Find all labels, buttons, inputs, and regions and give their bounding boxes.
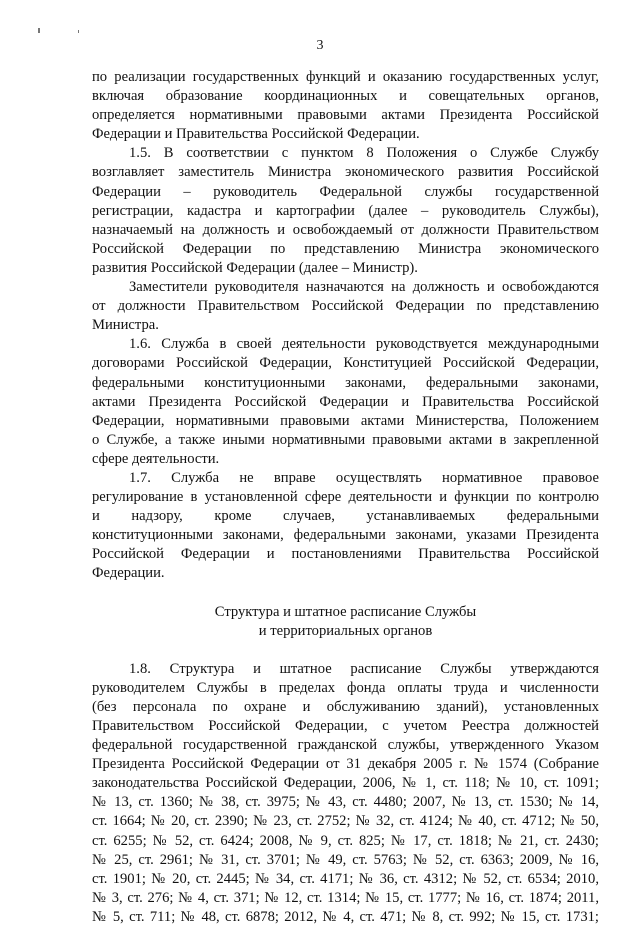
text-line: Федерации, нормативными правовыми актами Министерства, Положением: [92, 412, 599, 429]
text-line: Федерации.: [92, 565, 165, 582]
text-line: регистрации, кадастра и картографии (далее – руководитель Службы),: [92, 202, 599, 219]
text-line: (без персонала по охране и обслуживанию зданий), установленных: [92, 698, 599, 715]
text-line: о Службе, а также иными нормативными правовыми актами в закрепленной: [92, 431, 599, 448]
spacer: [92, 641, 599, 660]
paragraph-1-6: [92, 335, 599, 469]
text-line: федеральной государственной гражданской службы, утвержденного Указом: [92, 737, 599, 754]
text-line: 1.6. Служба в своей деятельности руководствуется международными: [129, 336, 599, 353]
document-body: [92, 68, 599, 927]
text-line: договорами Российской Федерации, Конституцией Российской Федерации,: [92, 355, 599, 372]
paragraph-1-7: [92, 469, 599, 584]
text-line: от должности Правительством Российской Федерации по представлению: [92, 298, 599, 315]
text-line: Министра.: [92, 317, 159, 334]
text-line: федеральными конституционными законами, федеральными законами,: [92, 374, 599, 391]
text-line: № 5, ст. 711; № 48, ст. 6878; 2012, № 4, ст. 471; № 8, ст. 992; № 15, ст. 1731;: [92, 908, 599, 925]
text-line: назначаемый на должность и освобождаемый от должности Правительством: [92, 221, 599, 238]
text-line: руководителем Службы в пределах фонда оплаты труда и численности: [92, 679, 599, 696]
text-line: Российской Федерации и постановлениями Правительства Российской: [92, 546, 599, 563]
text-line: конституционными законами, федеральными законами, указами Президента: [92, 527, 599, 544]
text-line: 1.5. В соответствии с пунктом 8 Положения о Службе Службу: [129, 145, 599, 162]
text-line: № 13, ст. 1360; № 38, ст. 3975; № 43, ст. 4480; 2007, № 13, ст. 1530; № 14,: [92, 794, 599, 811]
text-line: ст. 1664; № 20, ст. 2390; № 23, ст. 2752; № 32, ст. 4124; № 40, ст. 4712; № 50,: [92, 813, 599, 830]
text-line: включая образование координационных и совещательных органов,: [92, 88, 599, 105]
text-line: № 25, ст. 2961; № 31, ст. 3701; № 49, ст. 5763; № 52, ст. 6363; 2009, № 16,: [92, 851, 599, 868]
text-line: Заместители руководителя назначаются на должность и освобождаются: [129, 279, 599, 296]
text-line: 1.8. Структура и штатное расписание Службы утверждаются: [129, 660, 599, 677]
heading-line: Структура и штатное расписание Службы: [214, 603, 477, 620]
paragraph-1-5: [92, 144, 599, 278]
text-line: Правительством Российской Федерации, с учетом Реестра должностей: [92, 718, 599, 734]
paragraph-continuation: [92, 68, 599, 144]
text-line: ст. 6255; № 52, ст. 6424; 2008, № 9, ст. 825; № 17, ст. 1818; № 21, ст. 2430;: [92, 832, 599, 849]
text-line: Федерации и Правительства Российской Федерации.: [92, 126, 420, 143]
text-line: ст. 1901; № 20, ст. 2445; № 34, ст. 4171; № 36, ст. 4312; № 52, ст. 6534; 2010,: [92, 870, 599, 887]
text-line: и надзору, кроме случаев, устанавливаемых федеральными: [92, 508, 599, 525]
section-heading: [92, 603, 599, 641]
text-line: Президента Российской Федерации от 31 декабря 2005 г. № 1574 (Собрание: [92, 756, 599, 773]
text-line: регулирование в установленной сфере деятельности и функции по контролю: [92, 489, 599, 506]
text-line: Российской Федерации по представлению Министра экономического: [92, 240, 599, 257]
scan-artifact: [38, 28, 40, 33]
page-number: 3: [316, 38, 324, 53]
text-line: по реализации государственных функций и оказанию государственных услуг,: [92, 69, 599, 85]
text-line: Федерации – руководитель Федеральной службы государственной: [92, 183, 599, 200]
text-line: законодательства Российской Федерации, 2006, № 1, ст. 118; № 10, ст. 1091;: [92, 775, 599, 792]
text-line: 1.7. Служба не вправе осуществлять нормативное правовое: [129, 469, 599, 486]
text-line: определяется нормативными правовыми актами Президента Российской: [92, 107, 599, 124]
text-line: развития Российской Федерации (далее – Министр).: [92, 259, 418, 276]
paragraph-deputies: [92, 278, 599, 335]
scan-artifact: [78, 30, 79, 33]
paragraph-1-8: [92, 660, 599, 927]
spacer: [92, 584, 599, 603]
heading-line: и территориальных органов: [258, 622, 433, 639]
text-line: № 3, ст. 276; № 4, ст. 371; № 12, ст. 1314; № 15, ст. 1777; № 16, ст. 1874; 2011,: [92, 889, 599, 906]
text-line: возглавляет заместитель Министра экономического развития Российской: [92, 164, 599, 181]
text-line: сфере деятельности.: [92, 450, 220, 467]
text-line: актами Президента Российской Федерации и Правительства Российской: [92, 393, 599, 410]
